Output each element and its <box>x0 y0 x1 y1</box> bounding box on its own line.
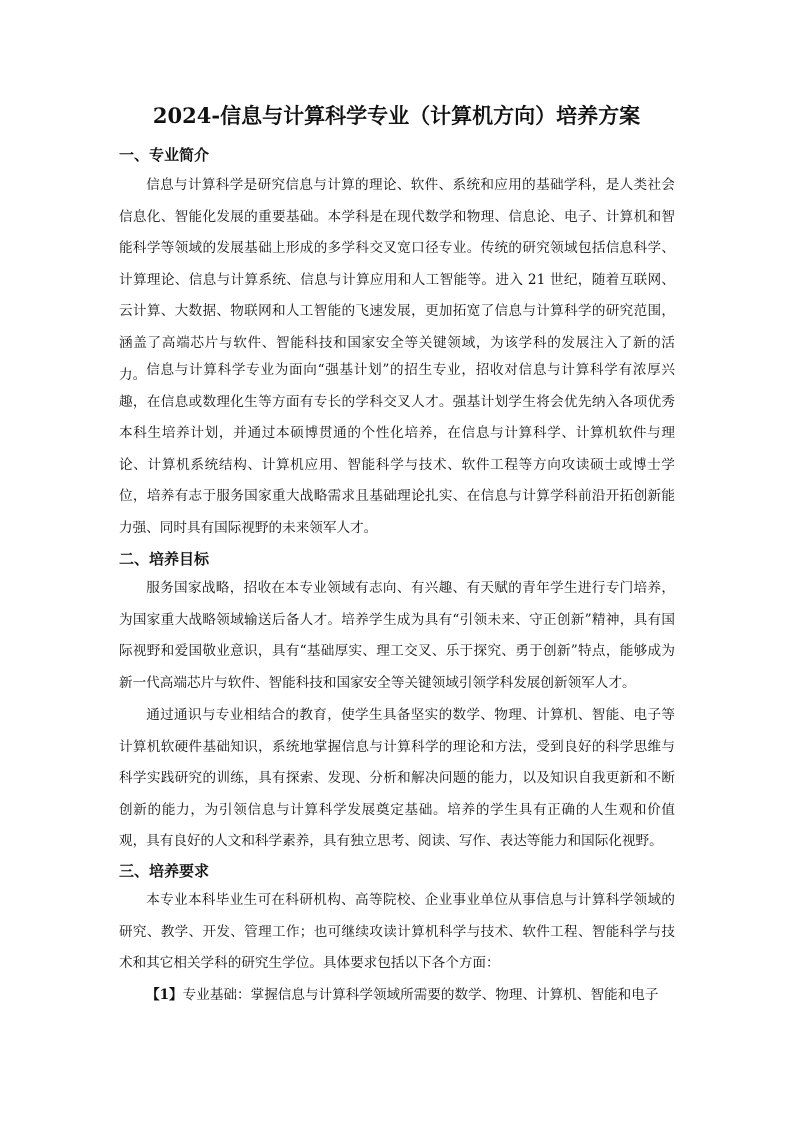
section-heading-requirements: 三、培养要求 <box>119 862 210 880</box>
requirement-text: 掌握信息与计算科学领域所需要的数学、物理、计算机、智能和电子 <box>250 987 659 1003</box>
paragraph-goals-2: 通过通识与专业相结合的教育，使学生具备坚实的数学、物理、计算机、智能、电子等计算机软硬件基础知识，系统地掌握信息与计算科学的理论和方法，受到良好的科学思维与科学实践研究的训练，具有探索、发现、分析和解决问题的能力，以及知识自我更新和不断创新的能力，为引领信息与计算科学发展奠定基础。培养的学生具有正确的人生观和价值观，具有良好的人文和科学素养，具有独立思考、阅读、写作、表达等能力和国际化视野。 <box>119 707 675 850</box>
requirement-label: 专业基础： <box>182 987 251 1003</box>
section-heading-goals: 二、培养目标 <box>119 550 210 568</box>
document-title: 2024-信息与计算科学专业（计算机方向）培养方案 <box>152 103 641 128</box>
requirement-item-1 <box>146 980 676 1012</box>
paragraph-intro-2: 信息与计算科学专业为面向“强基计划”的招生专业，招收对信息与计算科学有浓厚兴趣，在信息或数理化生等方面有专长的学科交叉人才。强基计划学生将会优先纳入各项优秀本科生培养计划，并通过本硕博贯通的个性化培养，在信息与计算科学、计算机软件与理论、计算机系统结构、计算机应用、智能科学与技术、软件工程等方向攻读硕士或博士学位，培养有志于服务国家重大战略需求且基础理论扎实、在信息与计算学科前沿开拓创新能力强、同时具有国际视野的未来领军人才。 <box>119 362 675 536</box>
requirement-marker: 【1】 <box>146 987 183 1003</box>
paragraph-intro-1: 信息与计算科学是研究信息与计算的理论、软件、系统和应用的基础学科，是人类社会信息化、智能化发展的重要基础。本学科是在现代数学和物理、信息论、电子、计算机和智能科学等领域的发展基础上形成的多学科交叉宽口径专业。传统的研究领域包括信息科学、计算理论、信息与计算系统、信息与计算应用和人工智能等。进入 21 世纪，随着互联网、云计算、大数据、物联网和人工智能的飞速发展，更加拓宽了信息与计算科学的研究范围，涵盖了高端芯片与软件、智能科技和国家安全等关键领域，为该学科的发展注入了新的活力。 <box>119 177 675 383</box>
paragraph-requirements-1: 本专业本科毕业生可在科研机构、高等院校、企业事业单位从事信息与计算科学领域的研究、教学、开发、管理工作；也可继续攻读计算机科学与技术、软件工程、智能科学与技术和其它相关学科的研究生学位。具体要求包括以下各个方面： <box>119 892 675 972</box>
section-heading-intro: 一、专业简介 <box>119 146 210 164</box>
paragraph-goals-1: 服务国家战略，招收在本专业领域有志向、有兴趣、有天赋的青年学生进行专门培养，为国家重大战略领域输送后备人才。培养学生成为具有“引领未来、守正创新”精神，具有国际视野和爱国敬业意识，具有“基础厚实、理工交叉、乐于探究、勇于创新”特点，能够成为新一代高端芯片与软件、智能科技和国家安全等关键领域引领学科发展创新领军人才。 <box>119 580 675 691</box>
